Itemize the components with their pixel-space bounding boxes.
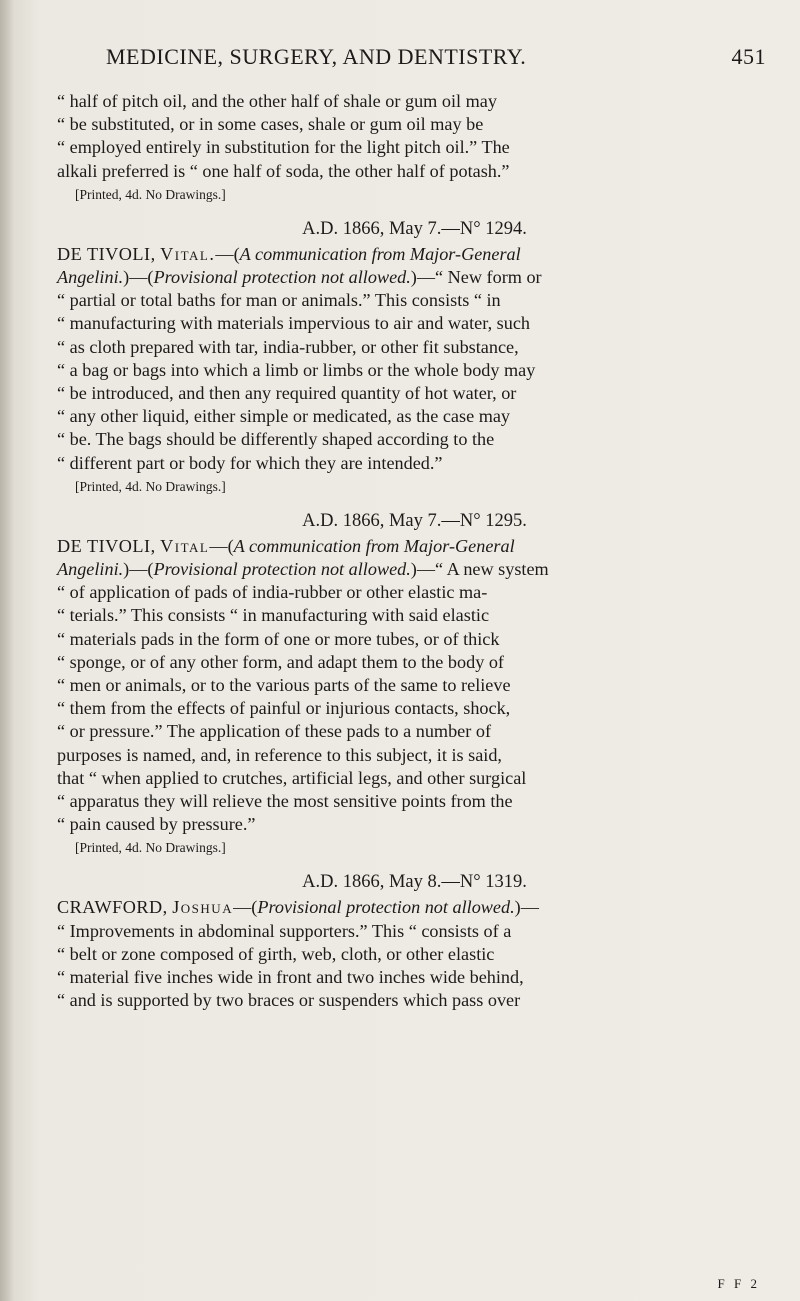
entry-heading: A.D. 1866, May 7.—N° 1294.	[302, 218, 527, 239]
text-line: purposes is named, and, in reference to this subject, it is said,	[57, 744, 502, 765]
applicant-surname: DE TIVOLI,	[57, 535, 156, 556]
applicant-given-name: Vital	[160, 535, 210, 556]
text-line: “ a bag or bags into which a limb or limbs or the whole body may	[57, 359, 536, 380]
communicator-name: Angelini.	[57, 559, 124, 580]
title-start: )—“ New form or	[410, 267, 542, 288]
applicant-surname: CRAWFORD,	[57, 897, 168, 918]
communication-note: A communication from Major-General	[233, 535, 515, 556]
protection-status: Provisional protection not allowed.	[153, 267, 411, 288]
text-line: “ belt or zone composed of girth, web, cloth, or other elastic	[57, 943, 495, 964]
page-number: 451	[731, 44, 766, 69]
punctuation: )—	[514, 897, 539, 918]
entry-second-line	[57, 558, 772, 581]
text-line: “ partial or total baths for man or animals.” This consists “ in	[57, 290, 501, 311]
text-line: “ materials pads in the form of one or more tubes, or of thick	[57, 628, 500, 649]
text-line: “ pain caused by pressure.”	[57, 814, 256, 835]
text-line: “ terials.” This consists “ in manufacturing with said elastic	[57, 605, 490, 626]
text-line: “ men or animals, or to the various parts of the same to relieve	[57, 675, 511, 696]
entry-first-line	[57, 535, 772, 558]
printed-note: [Printed, 4d. No Drawings.]	[75, 840, 226, 856]
entry-second-line	[57, 266, 772, 289]
running-header	[106, 44, 766, 70]
applicant-given-name: Vital.	[160, 243, 216, 264]
entry-first-line	[57, 243, 772, 266]
text-line: “ be introduced, and then any required quantity of hot water, or	[57, 383, 517, 404]
punctuation: —(	[209, 535, 234, 556]
text-line: “ them from the effects of painful or injurious contacts, shock,	[57, 698, 511, 719]
text-line: “ or pressure.” The application of these pads to a number of	[57, 721, 491, 742]
applicant-surname: DE TIVOLI,	[57, 243, 156, 264]
patent-entry-1295	[57, 510, 772, 860]
text-line: that “ when applied to crutches, artificial legs, and other surgical	[57, 767, 527, 788]
patent-entry-1294	[57, 218, 772, 498]
text-line: “ any other liquid, either simple or medicated, as the case may	[57, 406, 511, 427]
text-line: “ different part or body for which they are intended.”	[57, 452, 443, 473]
text-line: “ manufacturing with materials impervious to air and water, such	[57, 313, 531, 334]
text-line: “ of application of pads of india-rubber or other elastic ma-	[57, 582, 488, 603]
signature-mark: F F 2	[717, 1276, 760, 1291]
text-line: “ material five inches wide in front and two inches wide behind,	[57, 967, 524, 988]
punctuation: —(	[215, 243, 240, 264]
communication-note: A communication from Major-General	[239, 243, 521, 264]
punctuation: —(	[233, 897, 258, 918]
running-title: MEDICINE, SURGERY, AND DENTISTRY.	[106, 44, 527, 69]
text-line: alkali preferred is “ one half of soda, the other half of potash.”	[57, 160, 510, 181]
communicator-name: Angelini.	[57, 267, 124, 288]
title-start: )—“ A new system	[410, 559, 549, 580]
punctuation: )—(	[123, 267, 154, 288]
entry-heading: A.D. 1866, May 8.—N° 1319.	[302, 872, 527, 893]
text-line: “ be. The bags should be differently shaped according to the	[57, 429, 495, 450]
text-line: “ as cloth prepared with tar, india-rubber, or other fit substance,	[57, 336, 519, 357]
text-line: “ sponge, or of any other form, and adapt them to the body of	[57, 651, 504, 672]
text-line: “ Improvements in abdominal supporters.” This “ consists of a	[57, 920, 512, 941]
entry-heading: A.D. 1866, May 7.—N° 1295.	[302, 510, 527, 531]
text-line: “ employed entirely in substitution for the light pitch oil.” The	[57, 137, 510, 158]
patent-entry-1319	[57, 871, 772, 1012]
page-content	[57, 90, 772, 1013]
entry-first-line	[57, 896, 772, 919]
text-line: “ be substituted, or in some cases, shale or gum oil may be	[57, 114, 484, 135]
punctuation: )—(	[123, 559, 154, 580]
text-line: “ apparatus they will relieve the most sensitive points from the	[57, 791, 513, 812]
protection-status: Provisional protection not allowed.	[153, 559, 411, 580]
printed-note: [Printed, 4d. No Drawings.]	[75, 186, 226, 202]
applicant-given-name: Joshua	[172, 897, 234, 918]
intro-paragraph	[57, 90, 772, 206]
text-line: “ half of pitch oil, and the other half of shale or gum oil may	[57, 91, 497, 111]
printed-note: [Printed, 4d. No Drawings.]	[75, 478, 226, 494]
protection-status: Provisional protection not allowed.	[257, 897, 515, 918]
gutter-shadow	[0, 0, 14, 1301]
text-line: “ and is supported by two braces or suspenders which pass over	[57, 990, 521, 1011]
